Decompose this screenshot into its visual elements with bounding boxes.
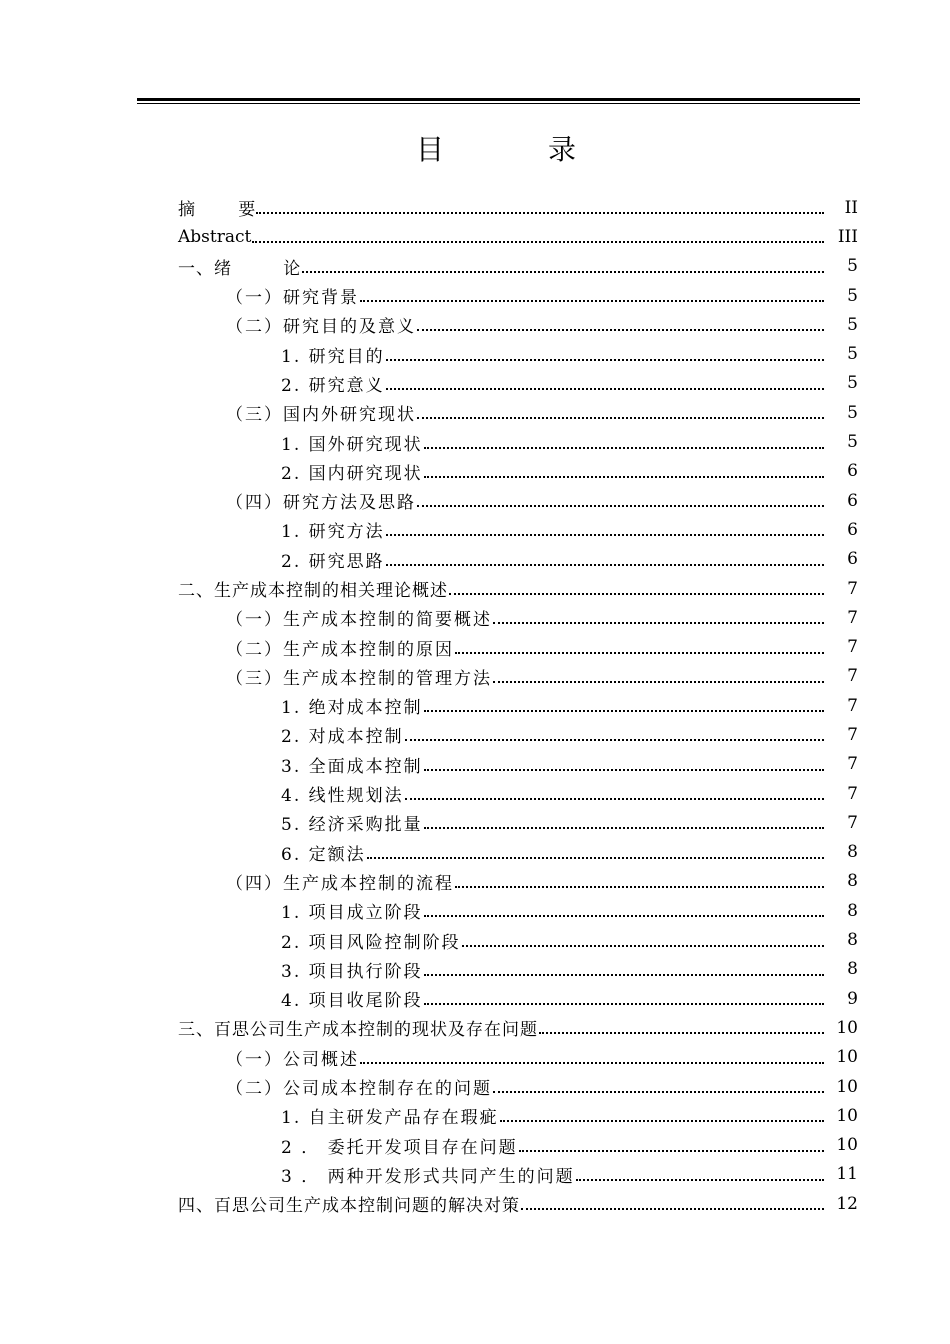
toc-entry-page: 5 <box>847 285 858 306</box>
toc-entry[interactable] <box>178 720 858 749</box>
leader-dots <box>417 400 824 419</box>
leader-dots <box>424 752 824 771</box>
leader-dots <box>500 1103 824 1122</box>
leader-dots <box>424 459 824 478</box>
toc-entry-label: 四、百思公司生产成本控制问题的解决对策 <box>178 1196 520 1217</box>
toc-entry-page: 9 <box>847 988 858 1009</box>
leader-dots <box>493 664 824 683</box>
leader-dots <box>424 693 824 712</box>
toc-entry-label: （二）生产成本控制的原因 <box>226 639 454 660</box>
leader-dots <box>521 1191 824 1210</box>
toc-entry[interactable] <box>178 955 858 984</box>
toc-entry[interactable] <box>178 1101 858 1130</box>
leader-dots <box>424 898 824 917</box>
toc-entry-label: 6. 定额法 <box>281 844 366 865</box>
leader-dots <box>519 1133 824 1152</box>
toc-entry-label: 2 ． 委托开发项目存在问题 <box>281 1137 518 1158</box>
leader-dots <box>386 547 824 566</box>
toc-entry-label: 4. 项目收尾阶段 <box>281 991 423 1012</box>
toc-entry-label: 二、生产成本控制的相关理论概述 <box>178 581 448 601</box>
toc-entry-label: 1. 国外研究现状 <box>281 434 423 455</box>
toc-entry-label: 1. 自主研发产品存在瑕疵 <box>281 1108 499 1129</box>
leader-dots <box>449 576 824 595</box>
toc-entry-label: 2. 国内研究现状 <box>281 463 423 484</box>
toc-entry-label: 1. 研究目的 <box>281 346 385 367</box>
toc-entry[interactable] <box>178 574 858 603</box>
toc-entry-page: 7 <box>847 695 858 716</box>
leader-dots <box>417 312 824 331</box>
leader-dots <box>576 1162 824 1181</box>
toc-entry[interactable] <box>178 984 858 1013</box>
toc-entry[interactable] <box>178 486 858 515</box>
toc-entry[interactable] <box>178 222 858 251</box>
toc-entry-page: 5 <box>847 402 858 423</box>
toc-entry[interactable] <box>178 252 858 281</box>
toc-entry[interactable] <box>178 779 858 808</box>
leader-dots <box>424 430 824 449</box>
leader-dots <box>405 781 824 800</box>
toc-entry[interactable] <box>178 1189 858 1218</box>
toc-entry-label: （一）研究背景 <box>226 288 359 309</box>
table-of-contents <box>178 193 858 1218</box>
toc-entry[interactable] <box>178 339 858 368</box>
toc-entry-page: 7 <box>847 607 858 628</box>
leader-dots <box>539 1015 824 1034</box>
leader-dots <box>417 488 824 507</box>
leader-dots <box>302 254 824 273</box>
leader-dots <box>386 342 824 361</box>
toc-entry[interactable] <box>178 427 858 456</box>
toc-entry[interactable] <box>178 193 858 222</box>
toc-title-char-2: 录 <box>548 133 581 166</box>
toc-entry-label: 2. 研究思路 <box>281 551 385 572</box>
toc-entry-page: 12 <box>836 1193 858 1214</box>
toc-entry[interactable] <box>178 457 858 486</box>
leader-dots <box>360 283 824 302</box>
toc-entry-page: 6 <box>847 461 858 482</box>
toc-entry-page: 10 <box>836 1076 858 1097</box>
leader-dots <box>424 810 824 829</box>
leader-dots <box>360 1045 824 1064</box>
toc-entry-label: （二）公司成本控制存在的问题 <box>226 1079 492 1100</box>
toc-entry[interactable] <box>178 691 858 720</box>
leader-dots <box>405 722 824 741</box>
toc-entry-label: 1. 绝对成本控制 <box>281 698 423 719</box>
toc-entry-page: 8 <box>847 959 858 980</box>
toc-entry-page: 7 <box>847 754 858 775</box>
toc-entry-page: 7 <box>847 783 858 804</box>
toc-entry-page: III <box>837 226 858 247</box>
toc-entry-label: 1. 项目成立阶段 <box>281 903 423 924</box>
toc-entry[interactable] <box>178 750 858 779</box>
leader-dots <box>424 957 824 976</box>
toc-entry[interactable] <box>178 632 858 661</box>
toc-entry-page: 7 <box>847 578 858 599</box>
header-rule-thin <box>137 103 860 104</box>
toc-entry-page: 6 <box>847 519 858 540</box>
leader-dots <box>367 840 824 859</box>
toc-entry-page: 10 <box>836 1047 858 1068</box>
toc-entry-page: 8 <box>847 871 858 892</box>
toc-entry[interactable] <box>178 369 858 398</box>
toc-entry-page: 11 <box>836 1164 858 1185</box>
toc-entry-page: 7 <box>847 666 858 687</box>
toc-entry-page: 10 <box>836 1135 858 1156</box>
toc-entry-label: 1. 研究方法 <box>281 522 385 543</box>
toc-entry-label: （四）研究方法及思路 <box>226 493 416 514</box>
toc-entry-page: 5 <box>847 256 858 277</box>
toc-title-char-1: 目 <box>415 133 448 166</box>
toc-entry[interactable] <box>178 1131 858 1160</box>
toc-entry-label: （四）生产成本控制的流程 <box>226 873 454 894</box>
toc-entry[interactable] <box>178 1160 858 1189</box>
toc-entry-label: （一）生产成本控制的简要概述 <box>226 610 492 631</box>
toc-entry-page: 8 <box>847 842 858 863</box>
toc-entry-label: （一）公司概述 <box>226 1049 359 1070</box>
toc-entry[interactable] <box>178 281 858 310</box>
toc-entry-page: 10 <box>836 1105 858 1126</box>
leader-dots <box>256 195 824 214</box>
toc-entry[interactable] <box>178 896 858 925</box>
toc-entry[interactable] <box>178 925 858 954</box>
toc-entry-page: 5 <box>847 432 858 453</box>
toc-entry[interactable] <box>178 838 858 867</box>
toc-entry[interactable] <box>178 310 858 339</box>
toc-entry-page: 7 <box>847 812 858 833</box>
toc-entry-label: 4. 线性规划法 <box>281 786 404 807</box>
leader-dots <box>455 635 824 654</box>
toc-entry-label: （三）国内外研究现状 <box>226 405 416 426</box>
toc-entry-label: 一、绪 论 <box>178 258 302 279</box>
toc-entry-label: 三、百思公司生产成本控制的现状及存在问题 <box>178 1020 538 1041</box>
toc-entry-page: 8 <box>847 900 858 921</box>
toc-entry[interactable] <box>178 515 858 544</box>
toc-entry-page: 6 <box>847 490 858 511</box>
toc-entry-label: 5. 经济采购批量 <box>281 815 423 836</box>
toc-entry-label: 3. 项目执行阶段 <box>281 961 423 982</box>
toc-entry-page: 7 <box>847 724 858 745</box>
toc-entry-page: 8 <box>847 930 858 951</box>
toc-entry-label: （三）生产成本控制的管理方法 <box>226 668 492 689</box>
leader-dots <box>455 869 824 888</box>
header-rule-thick <box>137 98 860 101</box>
toc-entry[interactable] <box>178 398 858 427</box>
toc-entry-label: 2. 项目风险控制阶段 <box>281 932 461 953</box>
toc-entry[interactable] <box>178 662 858 691</box>
toc-entry[interactable] <box>178 808 858 837</box>
toc-entry-page: 5 <box>847 373 858 394</box>
leader-dots <box>386 517 824 536</box>
toc-title <box>0 128 950 168</box>
toc-entry-label: 摘 要 <box>178 200 256 221</box>
toc-entry[interactable] <box>178 1043 858 1072</box>
toc-entry-label: 3. 全面成本控制 <box>281 756 423 777</box>
toc-entry-label: 3 ． 两种开发形式共同产生的问题 <box>281 1166 575 1187</box>
toc-entry-page: II <box>844 197 858 218</box>
toc-entry[interactable] <box>178 603 858 632</box>
toc-entry-page: 6 <box>847 549 858 570</box>
toc-entry-page: 5 <box>847 314 858 335</box>
toc-entry-page: 5 <box>847 344 858 365</box>
leader-dots <box>386 371 824 390</box>
toc-entry[interactable] <box>178 867 858 896</box>
toc-entry-label: （二）研究目的及意义 <box>226 317 416 338</box>
toc-entry[interactable] <box>178 1013 858 1042</box>
toc-entry-page: 10 <box>836 1017 858 1038</box>
toc-entry[interactable] <box>178 1072 858 1101</box>
leader-dots <box>462 928 824 947</box>
toc-entry-label: Abstract <box>178 226 252 247</box>
toc-entry-label: 2. 对成本控制 <box>281 727 404 748</box>
toc-entry-page: 7 <box>847 637 858 658</box>
leader-dots <box>252 224 824 243</box>
toc-entry[interactable] <box>178 545 858 574</box>
leader-dots <box>424 986 824 1005</box>
leader-dots <box>493 605 824 624</box>
leader-dots <box>493 1074 824 1093</box>
toc-entry-label: 2. 研究意义 <box>281 375 385 396</box>
